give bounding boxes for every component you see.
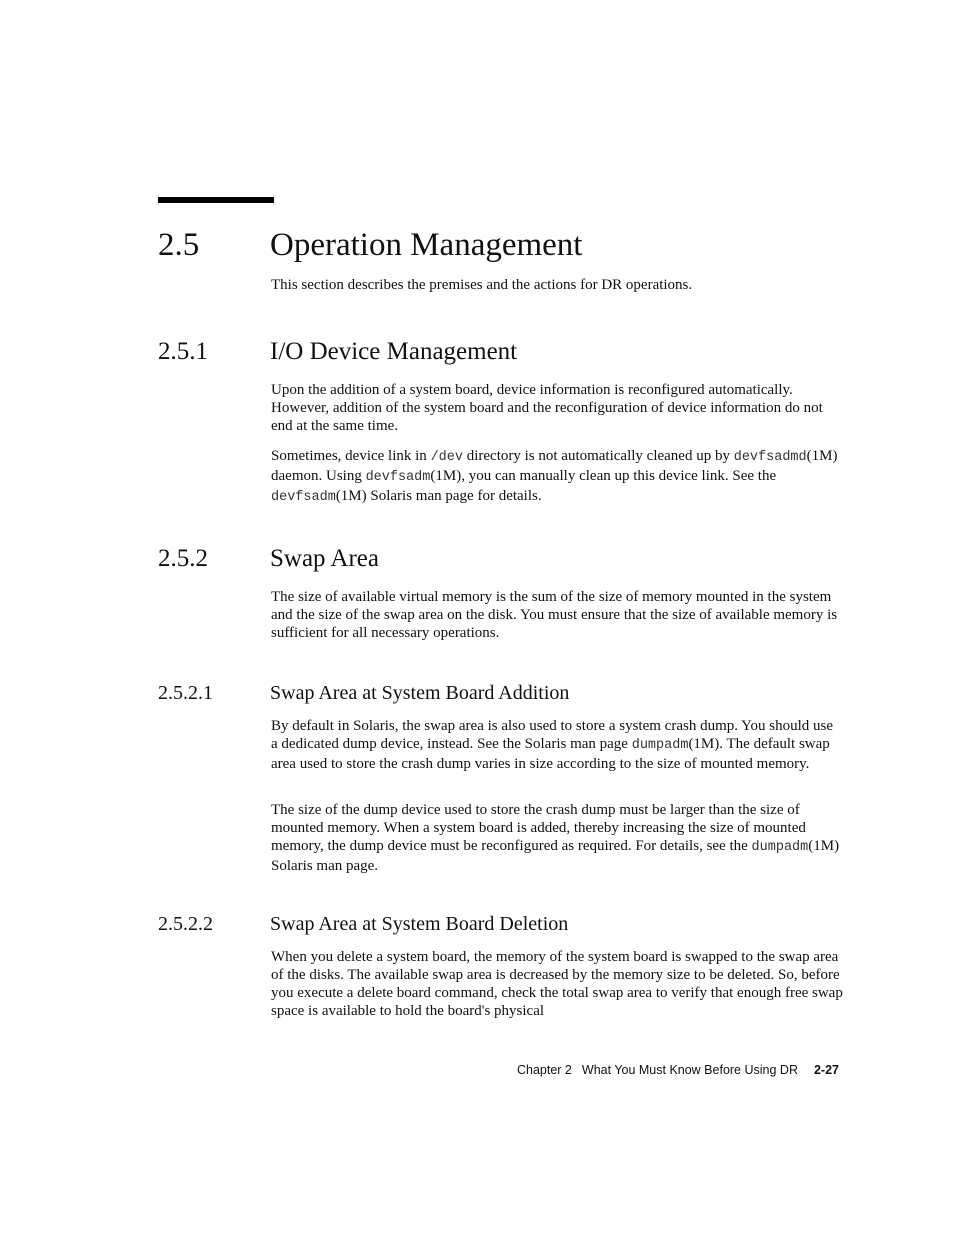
code-command: dumpadm xyxy=(631,738,689,753)
paragraph xyxy=(271,447,843,507)
section-title: Operation Management xyxy=(270,227,583,263)
subsection-title: Swap Area xyxy=(270,545,379,572)
paragraph-text: (1M) Solaris man page for details. xyxy=(335,488,542,504)
page-footer xyxy=(517,1063,839,1077)
section-intro: This section describes the premises and the actions for DR operations. xyxy=(271,277,693,293)
paragraph-text: (1M) daemon. Using xyxy=(271,448,838,484)
paragraph xyxy=(271,717,843,773)
code-path: /dev xyxy=(430,450,463,465)
paragraph-text: The size of the dump device used to store the crash dump must be larger than the size of mounted memory. When a system board is added, thereby increasing the size of mounted memory, the dump device must be reconfigured as required. For details, see the xyxy=(271,802,806,854)
subsubsection-number: 2.5.2.1 xyxy=(158,682,213,704)
subsubsection-title: Swap Area at System Board Addition xyxy=(270,682,570,704)
subsection-number: 2.5.1 xyxy=(158,338,208,365)
subsection-number: 2.5.2 xyxy=(158,545,208,572)
paragraph: Upon the addition of a system board, device information is reconfigured automatically. However, addition of the system board and the reconfiguration of device information do not end at the same time. xyxy=(271,382,823,434)
paragraph xyxy=(271,801,843,875)
code-command: devfsadm xyxy=(365,470,431,485)
paragraph-text: (1M) Solaris man page. xyxy=(271,838,840,874)
paragraph-text: directory is not automatically cleaned up by xyxy=(462,448,734,464)
code-command: dumpadm xyxy=(751,840,809,855)
code-command: devfsadmd xyxy=(733,450,807,465)
section-number: 2.5 xyxy=(158,227,200,263)
subsubsection-title: Swap Area at System Board Deletion xyxy=(270,913,569,935)
paragraph-text: (1M), you can manually clean up this device link. See the xyxy=(430,468,777,484)
subsection-title: I/O Device Management xyxy=(270,338,518,365)
paragraph: The size of available virtual memory is the sum of the size of memory mounted in the system and the size of the swap area on the disk. You must ensure that the size of available memory is sufficient for all necessary operations. xyxy=(271,589,838,641)
footer-chapter-title: What You Must Know Before Using DR xyxy=(581,1063,798,1077)
code-command: devfsadm xyxy=(271,490,336,505)
paragraph-text: Sometimes, device link in xyxy=(271,448,431,464)
subsubsection-number: 2.5.2.2 xyxy=(158,913,213,935)
paragraph: When you delete a system board, the memory of the system board is swapped to the swap area of the disks. The available swap area is decreased by the memory size to be deleted. So, before you execute a delete board command, check the total swap area to verify that enough free swap space is available to hold the board's physical xyxy=(271,949,843,1019)
page-number: 2-27 xyxy=(813,1063,839,1077)
paragraph-text: By default in Solaris, the swap area is also used to store a system crash dump. You should use a dedicated dump device, instead. See the Solaris man page xyxy=(271,718,834,752)
footer-chapter: Chapter 2 xyxy=(516,1063,572,1077)
section-rule xyxy=(158,197,274,203)
paragraph-text: (1M). The default swap area used to store the crash dump varies in size according to the size of mounted memory. xyxy=(271,736,830,772)
